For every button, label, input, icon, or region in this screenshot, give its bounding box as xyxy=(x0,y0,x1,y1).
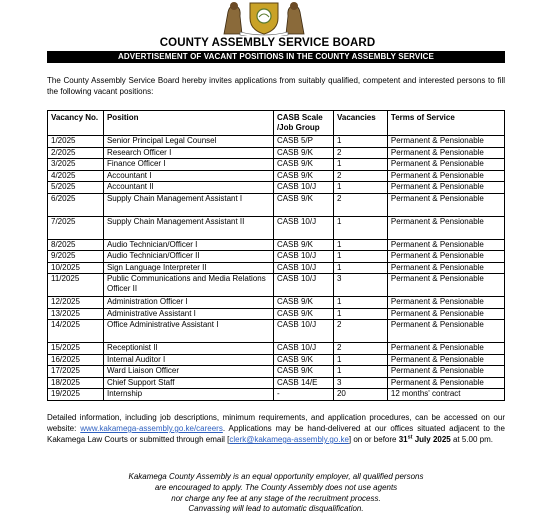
scale-cell: CASB 9/K xyxy=(273,297,333,309)
vacancies-cell: 1 xyxy=(333,354,387,366)
details-text-4: at 5.00 pm. xyxy=(450,435,493,444)
table-row xyxy=(48,239,505,251)
vacancies-cell: 1 xyxy=(333,136,387,148)
position-cell: Accountant II xyxy=(103,182,273,194)
table-row xyxy=(48,343,505,355)
vacancies-cell: 20 xyxy=(333,389,387,401)
position-cell: Supply Chain Management Assistant II xyxy=(103,216,273,239)
terms-cell: Permanent & Pensionable xyxy=(387,136,504,148)
terms-cell: Permanent & Pensionable xyxy=(387,193,504,216)
details-text-3: ] on or before xyxy=(348,435,399,444)
terms-cell: Permanent & Pensionable xyxy=(387,262,504,274)
table-body xyxy=(48,136,505,401)
header-position: Position xyxy=(103,111,273,136)
position-cell: Chief Support Staff xyxy=(103,377,273,389)
table-row xyxy=(48,182,505,194)
scale-cell: CASB 10/J xyxy=(273,251,333,263)
equal-opportunity-notice xyxy=(47,472,505,515)
scale-cell: CASB 5/P xyxy=(273,136,333,148)
scale-cell: CASB 9/K xyxy=(273,366,333,378)
scale-cell: CASB 10/J xyxy=(273,274,333,297)
vacancy-no-cell: 14/2025 xyxy=(48,320,104,343)
vacancy-no-cell: 10/2025 xyxy=(48,262,104,274)
vacancies-cell: 3 xyxy=(333,274,387,297)
vacancy-no-cell: 15/2025 xyxy=(48,343,104,355)
header-vacancy-no: Vacancy No. xyxy=(48,111,104,136)
vacancy-no-cell: 2/2025 xyxy=(48,147,104,159)
vacancies-cell: 2 xyxy=(333,193,387,216)
position-cell: Administration Officer I xyxy=(103,297,273,309)
position-cell: Sign Language Interpreter II xyxy=(103,262,273,274)
terms-cell: Permanent & Pensionable xyxy=(387,366,504,378)
vacancies-cell: 1 xyxy=(333,182,387,194)
scale-cell: CASB 9/K xyxy=(273,308,333,320)
scale-cell: CASB 10/J xyxy=(273,216,333,239)
footer-line-1: Kakamega County Assembly is an equal opportunity employer, all qualified persons xyxy=(128,472,424,481)
position-cell: Office Administrative Assistant I xyxy=(103,320,273,343)
terms-cell: Permanent & Pensionable xyxy=(387,377,504,389)
table-header-row xyxy=(48,111,505,136)
application-details xyxy=(47,412,505,445)
position-cell: Senior Principal Legal Counsel xyxy=(103,136,273,148)
terms-cell: Permanent & Pensionable xyxy=(387,308,504,320)
table-row xyxy=(48,147,505,159)
vacancies-cell: 2 xyxy=(333,147,387,159)
table-row xyxy=(48,216,505,239)
scale-cell: CASB 10/J xyxy=(273,343,333,355)
terms-cell: 12 months' contract xyxy=(387,389,504,401)
scale-cell: CASB 9/K xyxy=(273,147,333,159)
vacancy-no-cell: 11/2025 xyxy=(48,274,104,297)
vacancies-cell: 1 xyxy=(333,366,387,378)
vacancies-cell: 1 xyxy=(333,159,387,171)
table-row xyxy=(48,320,505,343)
details-text-1: Detailed information, including job descriptions, minimum requirements, and application procedures, can be accessed on our website: xyxy=(47,413,505,433)
details-text-2: . Applications may be hand-delivered at our offices situated adjacent to the Kakamega Law Courts or submitted through email [ xyxy=(47,424,505,444)
table-row xyxy=(48,354,505,366)
terms-cell: Permanent & Pensionable xyxy=(387,274,504,297)
scale-cell: - xyxy=(273,389,333,401)
position-cell: Supply Chain Management Assistant I xyxy=(103,193,273,216)
terms-cell: Permanent & Pensionable xyxy=(387,216,504,239)
vacancies-cell: 2 xyxy=(333,170,387,182)
position-cell: Receptionist II xyxy=(103,343,273,355)
footer-line-2: are encouraged to apply. The County Assembly does not use agents xyxy=(154,482,398,492)
terms-cell: Permanent & Pensionable xyxy=(387,343,504,355)
table-row xyxy=(48,308,505,320)
scale-cell: CASB 9/K xyxy=(273,193,333,216)
position-cell: Research Officer I xyxy=(103,147,273,159)
terms-cell: Permanent & Pensionable xyxy=(387,147,504,159)
terms-cell: Permanent & Pensionable xyxy=(387,354,504,366)
vacancies-cell: 1 xyxy=(333,251,387,263)
vacancy-no-cell: 8/2025 xyxy=(48,239,104,251)
county-crest-logo xyxy=(214,0,314,36)
header-casb-scale: CASB Scale /Job Group xyxy=(273,111,333,136)
vacancy-no-cell: 1/2025 xyxy=(48,136,104,148)
table-row xyxy=(48,297,505,309)
vacancies-cell: 1 xyxy=(333,216,387,239)
position-cell: Accountant I xyxy=(103,170,273,182)
vacancy-no-cell: 19/2025 xyxy=(48,389,104,401)
scale-cell: CASB 9/K xyxy=(273,170,333,182)
terms-cell: Permanent & Pensionable xyxy=(387,320,504,343)
scale-cell: CASB 10/J xyxy=(273,182,333,194)
advertisement-banner: ADVERTISEMENT OF VACANT POSITIONS IN THE COUNTY ASSEMBLY SERVICE xyxy=(47,51,505,63)
scale-cell: CASB 9/K xyxy=(273,354,333,366)
position-cell: Audio Technician/Officer II xyxy=(103,251,273,263)
table-row xyxy=(48,366,505,378)
vacancy-no-cell: 17/2025 xyxy=(48,366,104,378)
page-title: COUNTY ASSEMBLY SERVICE BOARD xyxy=(159,37,376,49)
position-cell: Public Communications and Media Relations Officer II xyxy=(103,274,273,297)
vacancies-cell: 1 xyxy=(333,308,387,320)
vacancies-cell: 1 xyxy=(333,297,387,309)
position-cell: Finance Officer I xyxy=(103,159,273,171)
scale-cell: CASB 14/E xyxy=(273,377,333,389)
email-link[interactable]: clerk@kakamega-assembly.go.ke xyxy=(229,435,349,444)
careers-link[interactable]: www.kakamega-assembly.go.ke/careers xyxy=(80,424,223,433)
terms-cell: Permanent & Pensionable xyxy=(387,182,504,194)
table-row xyxy=(48,377,505,389)
scale-cell: CASB 10/J xyxy=(273,262,333,274)
table-row xyxy=(48,159,505,171)
footer-line-4: Canvassing will lead to automatic disqualification. xyxy=(188,504,364,514)
table-row xyxy=(48,251,505,263)
vacancy-no-cell: 5/2025 xyxy=(48,182,104,194)
intro-paragraph: The County Assembly Service Board hereby invites applications from suitably qualified, competent and interested persons to fill the following vacant positions: xyxy=(47,76,505,96)
position-cell: Internship xyxy=(103,389,273,401)
vacancy-no-cell: 18/2025 xyxy=(48,377,104,389)
vacancies-cell: 1 xyxy=(333,239,387,251)
header-vacancies: Vacancies xyxy=(333,111,387,136)
vacancy-no-cell: 12/2025 xyxy=(48,297,104,309)
scale-cell: CASB 9/K xyxy=(273,239,333,251)
vacancies-cell: 3 xyxy=(333,377,387,389)
vacancy-no-cell: 6/2025 xyxy=(48,193,104,216)
terms-cell: Permanent & Pensionable xyxy=(387,251,504,263)
header-terms: Terms of Service xyxy=(387,111,504,136)
table-row xyxy=(48,389,505,401)
table-row xyxy=(48,262,505,274)
vacancy-no-cell: 4/2025 xyxy=(48,170,104,182)
terms-cell: Permanent & Pensionable xyxy=(387,297,504,309)
terms-cell: Permanent & Pensionable xyxy=(387,170,504,182)
table-row xyxy=(48,274,505,297)
vacancy-no-cell: 3/2025 xyxy=(48,159,104,171)
table-row xyxy=(48,136,505,148)
position-cell: Administrative Assistant I xyxy=(103,308,273,320)
vacancies-cell: 2 xyxy=(333,343,387,355)
vacancy-no-cell: 16/2025 xyxy=(48,354,104,366)
vacancies-cell: 2 xyxy=(333,320,387,343)
terms-cell: Permanent & Pensionable xyxy=(387,239,504,251)
vacancies-table xyxy=(47,110,505,401)
footer-line-3: nor charge any fee at any stage of the recruitment process. xyxy=(171,493,381,503)
position-cell: Internal Auditor I xyxy=(103,354,273,366)
table-row xyxy=(48,193,505,216)
vacancy-no-cell: 7/2025 xyxy=(48,216,104,239)
scale-cell: CASB 9/K xyxy=(273,159,333,171)
position-cell: Ward Liaison Officer xyxy=(103,366,273,378)
vacancies-cell: 1 xyxy=(333,262,387,274)
vacancy-no-cell: 13/2025 xyxy=(48,308,104,320)
scale-cell: CASB 10/J xyxy=(273,320,333,343)
vacancy-no-cell: 9/2025 xyxy=(48,251,104,263)
position-cell: Audio Technician/Officer I xyxy=(103,239,273,251)
terms-cell: Permanent & Pensionable xyxy=(387,159,504,171)
table-row xyxy=(48,170,505,182)
deadline-date: 31st July 2025 xyxy=(398,434,451,444)
